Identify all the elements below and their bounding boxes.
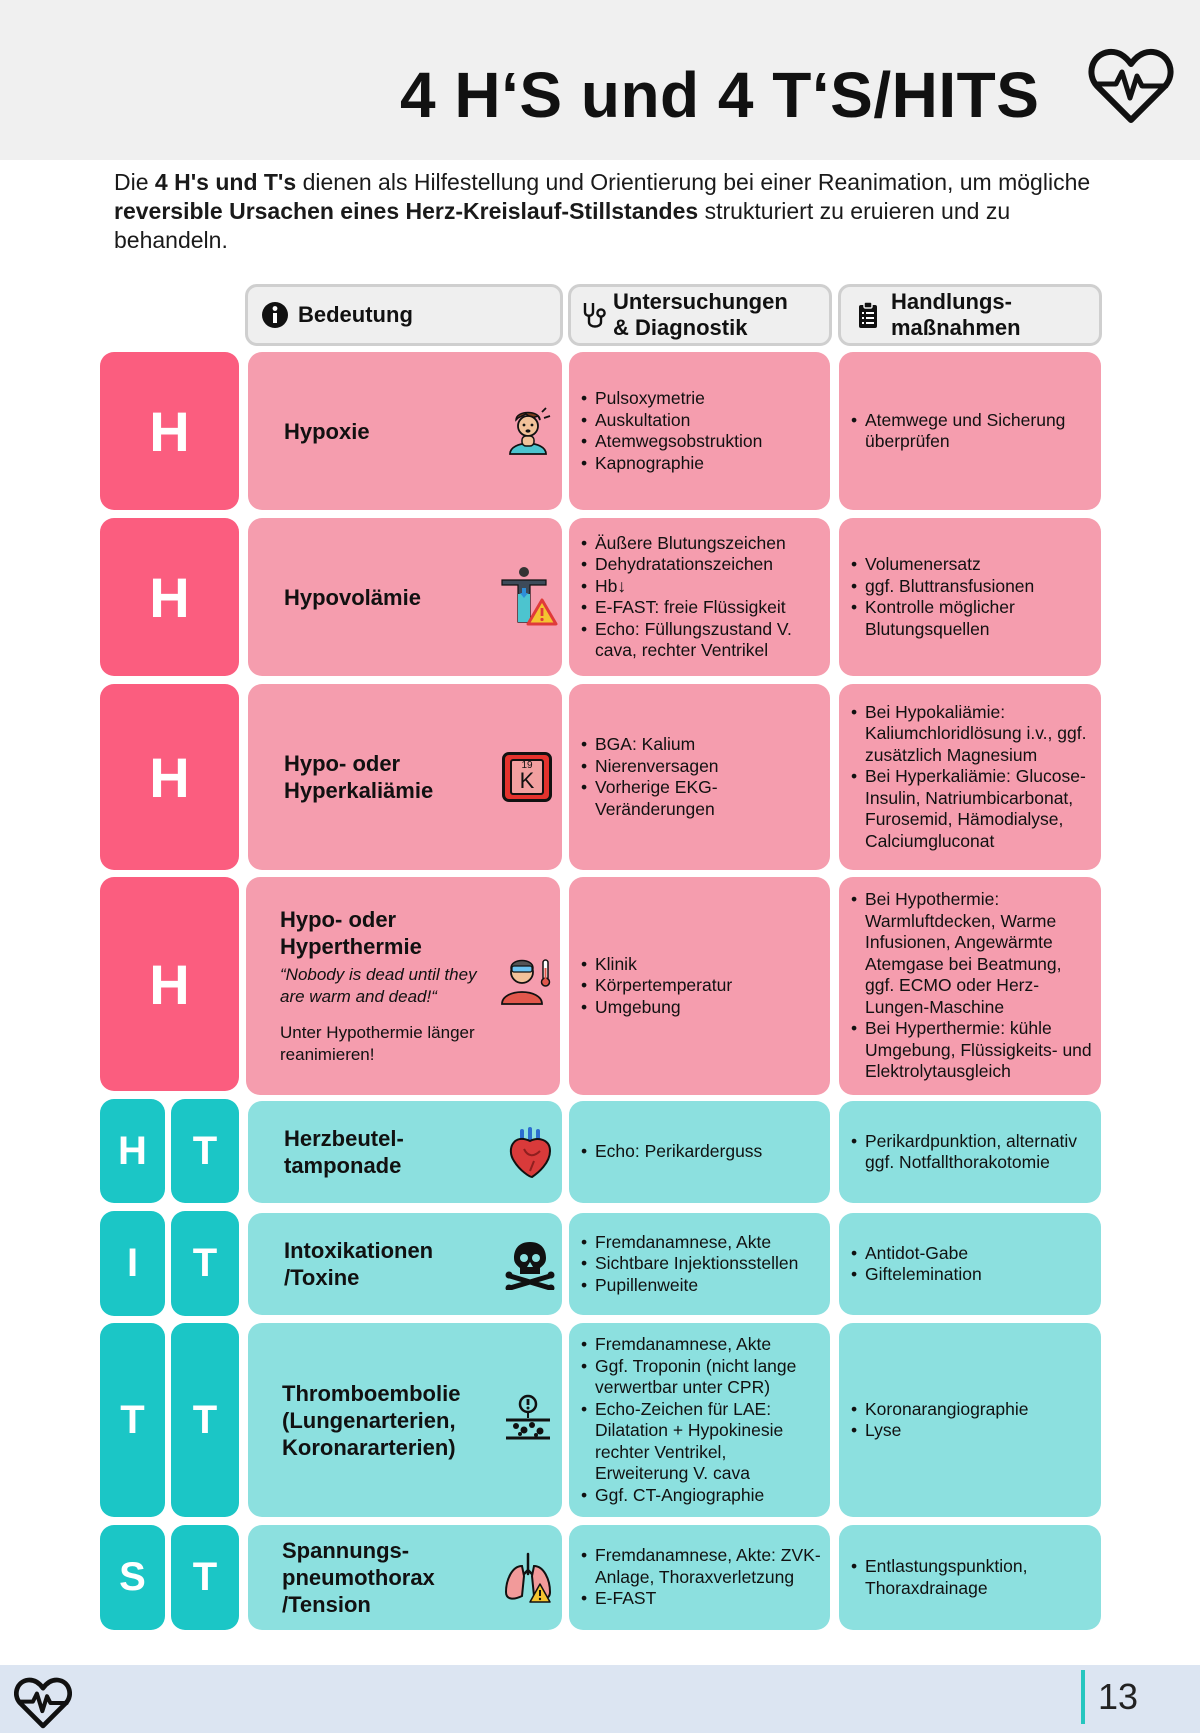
- list-item: • Entlastungspunktion, Thoraxdrainage: [851, 1556, 1095, 1599]
- heartbeat-icon: [1088, 46, 1174, 126]
- list-item: • E-FAST: freie Flüssigkeit: [581, 597, 824, 619]
- row-letter-s: S: [100, 1525, 165, 1630]
- massnahmen-list: [839, 1323, 1101, 1517]
- list-item: • Nierenversagen: [581, 756, 824, 778]
- list-item: • Giftelemination: [851, 1264, 1095, 1286]
- element-number: 19: [521, 760, 533, 771]
- choking-person-icon: [502, 404, 554, 456]
- list-item: • Echo: Füllungszustand V. cava, rechter Ventrikel: [581, 619, 824, 662]
- lungs-warning-icon: [502, 1552, 554, 1604]
- list-item: • Pupillenweite: [581, 1275, 824, 1297]
- heart-organ-icon: [504, 1127, 556, 1179]
- diagnostik-list: [569, 1101, 830, 1203]
- massnahmen-list: [839, 877, 1101, 1095]
- list-item: • Atemwegsobstruktion: [581, 431, 824, 453]
- list-item: • Koronarangiographie: [851, 1399, 1095, 1421]
- list-item: • Fremdanamnese, Akte: [581, 1334, 824, 1356]
- list-item: • Auskultation: [581, 410, 824, 432]
- list-item: • Hb↓: [581, 576, 824, 598]
- list-item: • Bei Hypokaliämie: Kaliumchloridlösung i.v., ggf. zusätzlich Magnesium: [851, 702, 1095, 767]
- info-icon: [260, 300, 290, 330]
- column-header-untersuchungen: Untersuchungen & Diagnostik: [568, 284, 832, 346]
- element-symbol: K: [519, 768, 535, 793]
- list-item: • Ggf. Troponin (nicht lange verwertbar unter CPR): [581, 1356, 824, 1399]
- bedeutung-label: Hypo- oder Hyperthermie “Nobody is dead until they are warm and dead!“ Unter Hypothermie länger reanimieren!: [246, 877, 502, 1095]
- list-item: • Kapnographie: [581, 453, 824, 475]
- list-item: • Bei Hyperkaliämie: Glucose-Insulin, Natriumbicarbonat, Furosemid, Hämodialyse, Calciumgluconat: [851, 766, 1095, 852]
- list-item: • Äußere Blutungszeichen: [581, 533, 824, 555]
- massnahmen-list: [839, 352, 1101, 510]
- list-item: • Kontrolle möglicher Blutungsquellen: [851, 597, 1095, 640]
- diagnostik-list: [569, 352, 830, 510]
- list-item: • Fremdanamnese, Akte: [581, 1232, 824, 1254]
- list-item: • ggf. Bluttransfusionen: [851, 576, 1095, 598]
- massnahmen-list: [839, 1213, 1101, 1315]
- intro-text: Die 4 H's und T's dienen als Hilfestellung und Orientierung bei einer Reanimation, um mögliche reversible Ursachen eines Herz-Kreislauf-Stillstandes strukturiert zu eruieren und zu behandeln.: [114, 169, 1091, 253]
- list-item: • Lyse: [851, 1420, 1095, 1442]
- list-item: • Fremdanamnese, Akte: ZVK-Anlage, Thoraxverletzung: [581, 1545, 824, 1588]
- diagnostik-list: [569, 1323, 830, 1517]
- diagnostik-list: [569, 1525, 830, 1630]
- heartbeat-icon: [14, 1676, 72, 1730]
- row-letter-t: T: [171, 1525, 239, 1630]
- page-number-divider: [1081, 1670, 1085, 1724]
- thermometer-person-icon: [500, 954, 552, 1006]
- quote-text: “Nobody is dead until they are warm and dead!“: [280, 965, 477, 1006]
- row-letter-t: T: [100, 1323, 165, 1517]
- massnahmen-list: [839, 518, 1101, 676]
- list-item: • Ggf. CT-Angiographie: [581, 1485, 824, 1507]
- row-letter-h: H: [100, 877, 239, 1091]
- footer-band: [0, 1665, 1200, 1733]
- potassium-element-icon: [502, 752, 552, 802]
- diagnostik-list: [569, 877, 830, 1095]
- column-header-handlungsmassnahmen: Handlungs- maßnahmen: [838, 284, 1102, 346]
- list-item: • BGA: Kalium: [581, 734, 824, 756]
- list-item: • Antidot-Gabe: [851, 1243, 1095, 1265]
- list-item: • Klinik: [581, 954, 824, 976]
- bleeding-person-warning-icon: [500, 566, 558, 628]
- row-letter-t: T: [171, 1211, 239, 1316]
- diagnostik-list: [569, 1213, 830, 1315]
- bedeutung-label: Hypo- oder Hyperkaliämie: [284, 751, 434, 803]
- list-item: • Vorherige EKG-Veränderungen: [581, 777, 824, 820]
- list-item: • Bei Hyperthermie: kühle Umgebung, Flüssigkeits- und Elektrolytausgleich: [851, 1018, 1095, 1083]
- list-item: • Körpertemperatur: [581, 975, 824, 997]
- list-item: • Perikardpunktion, alternativ ggf. Notfallthorakotomie: [851, 1131, 1095, 1174]
- bedeutung-label: Thromboembolie (Lungenarterien, Koronararterien): [282, 1380, 461, 1460]
- row-letter-h: H: [100, 1099, 165, 1203]
- stethoscope-icon: [579, 300, 609, 330]
- list-item: • Dehydratationszeichen: [581, 554, 824, 576]
- bedeutung-label: Herzbeutel- tamponade: [284, 1126, 404, 1178]
- list-item: • Echo: Perikarderguss: [581, 1141, 824, 1163]
- row-letter-h: H: [100, 518, 239, 676]
- list-item: • Atemwege und Sicherung überprüfen: [851, 410, 1095, 453]
- list-item: • Volumenersatz: [851, 554, 1095, 576]
- massnahmen-list: [839, 684, 1101, 870]
- page-number: 13: [1098, 1676, 1139, 1717]
- bedeutung-label: Hypovolämie: [284, 584, 421, 610]
- list-item: • Sichtbare Injektionsstellen: [581, 1253, 824, 1275]
- list-item: • Bei Hypothermie: Warmluftdecken, Warme Infusionen, Angewärmte Atemgase bei Beatmung, ggf. ECMO oder Herz-Lungen-Maschine: [851, 889, 1095, 1018]
- skull-crossbones-icon: [504, 1238, 556, 1290]
- row-letter-t: T: [171, 1323, 239, 1517]
- column-header-bedeutung: Bedeutung: [245, 284, 563, 346]
- blood-clot-warning-icon: [502, 1394, 554, 1446]
- row-letter-i: I: [100, 1211, 165, 1316]
- massnahmen-list: [839, 1525, 1101, 1630]
- note-text: Unter Hypothermie länger reanimieren!: [280, 1023, 475, 1064]
- list-item: • Pulsoxymetrie: [581, 388, 824, 410]
- list-item: • E-FAST: [581, 1588, 824, 1610]
- clipboard-icon: [853, 300, 883, 330]
- diagnostik-list: [569, 684, 830, 870]
- bedeutung-label: Hypoxie: [284, 418, 370, 444]
- diagnostik-list: [569, 518, 830, 676]
- row-letter-t: T: [171, 1099, 239, 1203]
- list-item: • Umgebung: [581, 997, 824, 1019]
- list-item: • Echo-Zeichen für LAE: Dilatation + Hypokinesie rechter Ventrikel, Erweiterung V. cava: [581, 1399, 824, 1485]
- row-letter-h: H: [100, 352, 239, 510]
- massnahmen-list: [839, 1101, 1101, 1203]
- page-title: 4 H‘S und 4 T‘S/HITS: [400, 59, 1040, 131]
- bedeutung-label: Spannungs- pneumothorax /Tension: [282, 1538, 435, 1617]
- bedeutung-label: Intoxikationen /Toxine: [284, 1238, 434, 1290]
- row-letter-h: H: [100, 684, 239, 870]
